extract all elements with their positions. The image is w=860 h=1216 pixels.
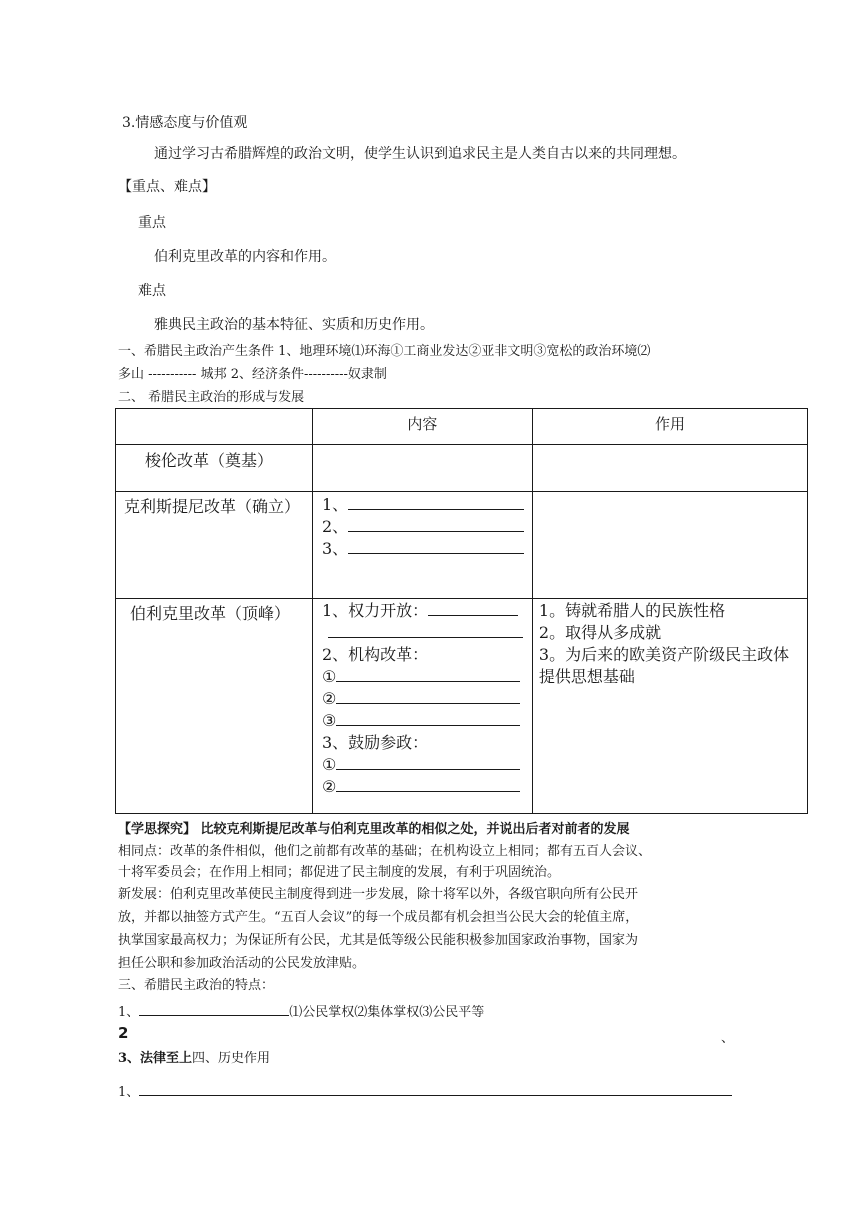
- list-item: 1、权力开放：: [313, 600, 532, 622]
- table-header-empty: [116, 409, 313, 445]
- feature-2-end: 、: [721, 1031, 735, 1046]
- explore-similar-line: 十将军委员会；在作用上相同；都促进了民主制度的发展，有利于巩固统治。: [118, 865, 561, 880]
- list-item: 3、: [313, 538, 532, 560]
- section-2-title: 二、 希腊民主政治的形成与发展: [118, 390, 305, 405]
- difficult-point-label: 难点: [138, 283, 166, 299]
- objective-heading: 3.情感态度与价值观: [122, 115, 248, 131]
- table-row-cleisthenes: [116, 492, 808, 599]
- table-row-solon: [116, 445, 808, 492]
- section-3-title: 三、希腊民主政治的特点：: [118, 978, 275, 993]
- list-item: ②: [313, 688, 532, 710]
- list-item: ①: [313, 754, 532, 776]
- list-item: 3。为后来的欧美资产阶级民主政体提供思想基础: [538, 645, 790, 686]
- cell-pericles-effect: [532, 599, 807, 814]
- row-label-pericles: 伯利克里改革（顶峰）: [116, 599, 313, 814]
- difficult-point-text: 雅典民主政治的基本特征、实质和历史作用。: [154, 317, 434, 333]
- row-label-solon: 梭伦改革（奠基）: [116, 445, 313, 492]
- cell-cleisthenes-content: [312, 492, 532, 599]
- conditions-line-1: 一、希腊民主政治产生条件 1、地理环境⑴环海①工商业发达②亚非文明③宽松的政治环境⑵: [118, 344, 651, 359]
- reform-table: [115, 408, 808, 814]
- table-row-pericles: [116, 599, 808, 814]
- explore-heading: 【学思探究】 比较克利斯提尼改革与伯利克里改革的相似之处，并说出后者对前者的发展: [118, 822, 630, 837]
- cell-solon-effect: [532, 445, 807, 492]
- feature-3-and-section-4: 3、法律至上四、历史作用: [118, 1051, 271, 1066]
- list-item: 2。取得从多成就: [538, 623, 662, 642]
- explore-new-line: 放，并都以抽签方式产生。“五百人会议”的每一个成员都有机会担当公民大会的轮值主席，: [118, 910, 639, 925]
- row-label-cleisthenes: 克利斯提尼改革（确立）: [116, 492, 313, 599]
- cell-solon-content: [312, 445, 532, 492]
- explore-new-line: 担任公职和参加政治活动的公民发放津贴。: [118, 956, 366, 971]
- history-effect-1: 1、: [118, 1081, 732, 1102]
- list-item: ③: [313, 710, 532, 732]
- list-item: 3、鼓励参政：: [321, 733, 429, 752]
- feature-2-number: 2: [118, 1024, 129, 1042]
- feature-1: 1、 ⑴公民掌权⑵集体掌权⑶公民平等: [118, 1001, 484, 1022]
- table-header-content: 内容: [312, 409, 532, 445]
- list-item: [313, 622, 532, 644]
- conditions-line-2: 多山 ----------- 城邦 2、经济条件----------奴隶制: [118, 367, 387, 382]
- explore-new-line: 执掌国家最高权力；为保证所有公民，尤其是低等级公民能积极参加国家政治事物，国家为: [118, 933, 639, 948]
- list-item: ②: [313, 776, 532, 798]
- list-item: 1、: [313, 494, 532, 516]
- explore-similar-line: 相同点：改革的条件相似，他们之前都有改革的基础；在机构设立上相同；都有五百人会议、: [118, 844, 652, 859]
- key-point-label: 重点: [138, 215, 166, 231]
- list-item: 2、机构改革：: [321, 645, 429, 664]
- key-point-text: 伯利克里改革的内容和作用。: [154, 249, 336, 265]
- cell-pericles-content: [312, 599, 532, 814]
- objective-paragraph: 通过学习古希腊辉煌的政治文明，使学生认识到追求民主是人类自古以来的共同理想。: [154, 146, 686, 162]
- table-header-effect: 作用: [532, 409, 807, 445]
- cell-cleisthenes-effect: [532, 492, 807, 599]
- key-difficult-heading: 【重点、难点】: [118, 179, 216, 195]
- list-item: ①: [313, 666, 532, 688]
- list-item: 1。铸就希腊人的民族性格: [538, 601, 726, 620]
- explore-new-line: 新发展：伯利克里改革使民主制度得到进一步发展，除十将军以外，各级官职向所有公民开: [118, 887, 639, 902]
- list-item: 2、: [313, 516, 532, 538]
